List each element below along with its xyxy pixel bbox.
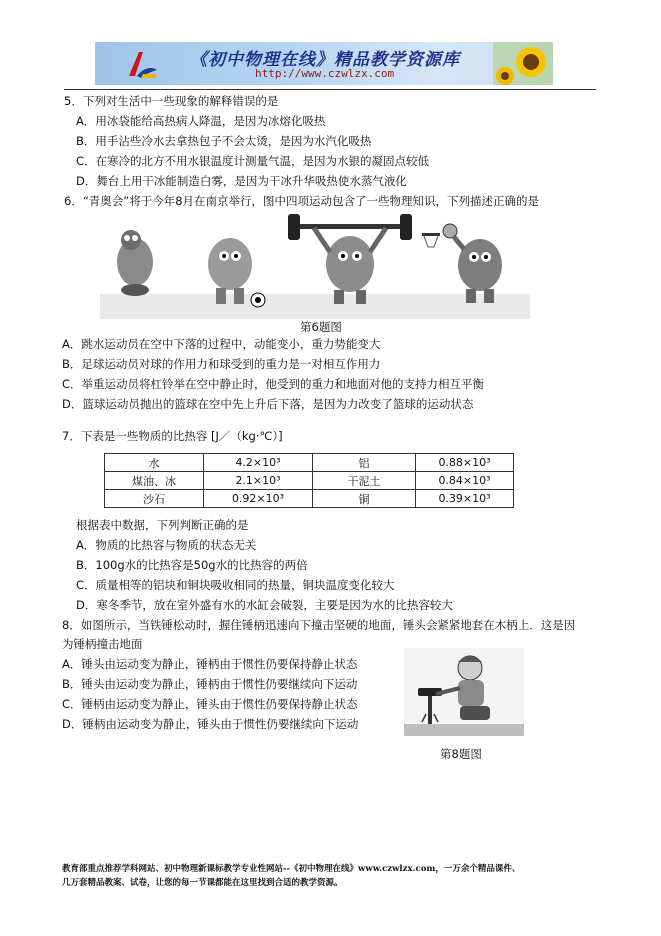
- question-6-figure: [100, 214, 530, 319]
- question-5-stem: 5．下列对生活中一些现象的解释错误的是: [64, 94, 279, 108]
- table-cell: 2.1×10³: [204, 472, 313, 490]
- table-cell: 铝: [313, 454, 416, 472]
- specific-heat-table: [104, 453, 514, 508]
- footer-line-2: 几万套精品教案、试卷，让您的每一节课都能在这里找到合适的教学资源。: [62, 878, 343, 888]
- question-6-stem: 6．“青奥会”将于今年8月在南京举行，图中四项运动包含了一些物理知识，下列描述正确的是: [64, 194, 540, 208]
- question-5-option-b: B．用手沾些冷水去拿热包子不会太烫，是因为水汽化吸热: [76, 134, 372, 148]
- question-8-option-c: C．锤柄由运动变为静止，锤头由于惯性仍要保持静止状态: [62, 697, 358, 711]
- table-cell: 沙石: [105, 490, 204, 508]
- table-row: [105, 454, 514, 472]
- table-row: [105, 472, 514, 490]
- question-5-option-a: A．用冰袋能给高热病人降温，是因为冰熔化吸热: [76, 114, 326, 128]
- question-7-stem: 7．下表是一些物质的比热容 [J／（kg·℃）]: [62, 429, 283, 443]
- table-cell: 煤油、冰: [105, 472, 204, 490]
- site-logo-icon: [125, 48, 159, 80]
- question-5-option-c: C．在寒冷的北方不用水银温度计测量气温，是因为水银的凝固点较低: [76, 154, 430, 168]
- question-6-option-c: C．举重运动员将杠铃举在空中静止时，他受到的重力和地面对他的支持力相互平衡: [62, 377, 485, 391]
- question-8-stem: 8．如图所示，当铁锤松动时，握住锤柄迅速向下撞击坚硬的地面，锤头会紧紧地套在木柄上．这是因: [62, 618, 576, 632]
- table-cell: 干泥土: [313, 472, 416, 490]
- question-8-option-d: D．锤柄由运动变为静止，锤头由于惯性仍要继续向下运动: [62, 717, 359, 731]
- weightlifter-mascot-icon: [288, 214, 412, 304]
- table-cell: 铜: [313, 490, 416, 508]
- header-rule: [64, 89, 596, 90]
- banner-url[interactable]: http://www.czwlzx.com: [255, 67, 395, 80]
- page-footer: [62, 862, 622, 890]
- header-banner: [95, 42, 553, 85]
- question-6-option-d: D．篮球运动员抛出的篮球在空中先上升后下落，是因为力改变了篮球的运动状态: [62, 397, 474, 411]
- question-7-option-a: A．物质的比热容与物质的状态无关: [76, 538, 257, 552]
- question-8-option-a: A．锤头由运动变为静止，锤柄由于惯性仍要保持静止状态: [62, 657, 358, 671]
- table-cell: 0.39×10³: [416, 490, 514, 508]
- question-7-lead: 根据表中数据，下列判断正确的是: [76, 518, 249, 532]
- table-cell: 4.2×10³: [204, 454, 313, 472]
- table-cell: 0.84×10³: [416, 472, 514, 490]
- question-8-caption: 第8题图: [440, 747, 482, 761]
- footer-line-1: 教育部重点推荐学科网站、初中物理新课标教学专业性网站--《初中物理在线》www.czwlzx.com，一万余个精品课件、: [62, 864, 521, 874]
- question-6-caption: 第6题图: [300, 320, 342, 334]
- question-6-option-b: B．足球运动员对球的作用力和球受到的重力是一对相互作用力: [62, 357, 381, 371]
- question-7-option-c: C．质量相等的铝块和铜块吸收相同的热量，铜块温度变化较大: [76, 578, 395, 592]
- question-7-option-d: D．寒冬季节，放在室外盛有水的水缸会破裂，主要是因为水的比热容较大: [76, 598, 453, 612]
- question-8-stem-continued: 为锤柄撞击地面: [62, 637, 143, 651]
- table-row: [105, 490, 514, 508]
- question-7-option-b: B．100g水的比热容是50g水的比热容的两倍: [76, 558, 308, 572]
- question-5-option-d: D．舞台上用干冰能制造白雾，是因为干冰升华吸热使水蒸气液化: [76, 174, 407, 188]
- sunflower-icon: [493, 42, 553, 85]
- football-mascot-icon: [208, 238, 265, 307]
- question-8-option-b: B．锤头由运动变为静止，锤柄由于惯性仍要继续向下运动: [62, 677, 358, 691]
- diver-mascot-icon: [117, 230, 153, 296]
- banner-title: 《初中物理在线》精品教学资源库: [190, 50, 460, 70]
- table-cell: 0.88×10³: [416, 454, 514, 472]
- question-6-option-a: A．跳水运动员在空中下落的过程中，动能变小，重力势能变大: [62, 337, 381, 351]
- basketball-mascot-icon: [422, 224, 502, 303]
- question-8-figure: [404, 648, 524, 736]
- table-cell: 0.92×10³: [204, 490, 313, 508]
- table-cell: 水: [105, 454, 204, 472]
